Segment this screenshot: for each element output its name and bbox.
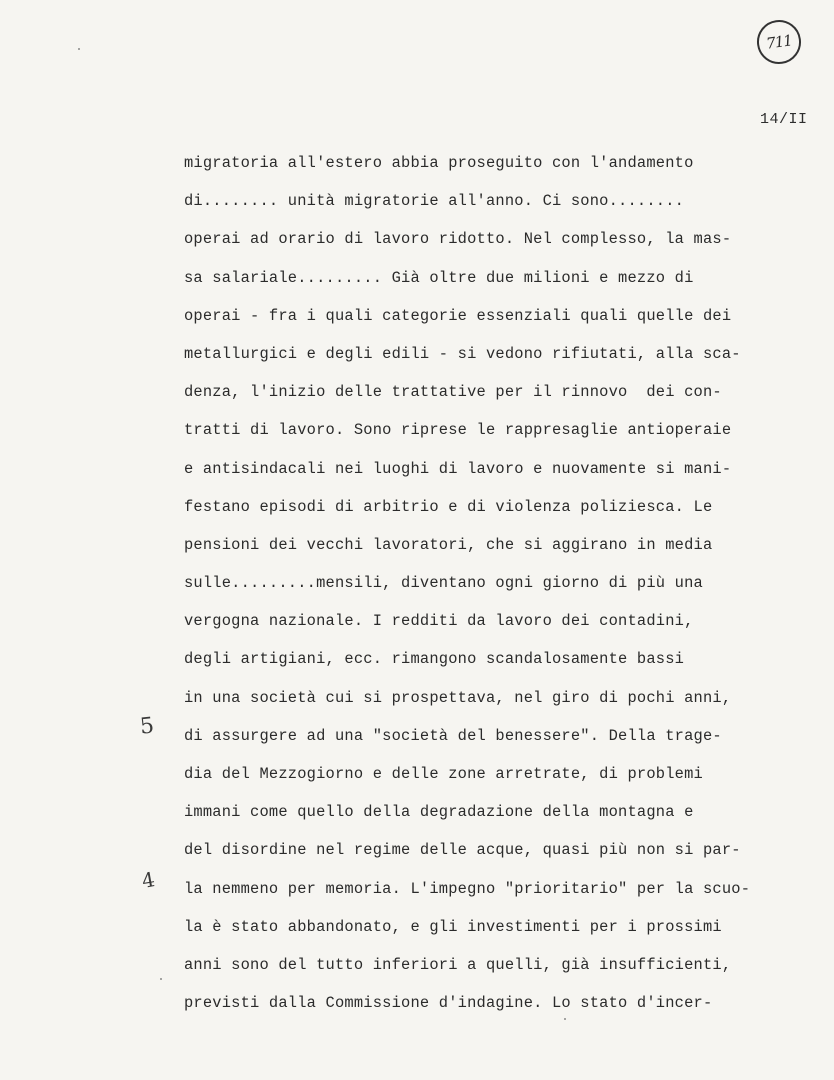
- body-text: [184, 151, 804, 1029]
- text-line: metallurgici e degli edili - si vedono rifiutati, alla sca-: [184, 344, 741, 363]
- margin-annotation: 4: [140, 867, 157, 893]
- text-line: la è stato abbandonato, e gli investimenti per i prossimi: [184, 917, 722, 936]
- text-line: del disordine nel regime delle acque, quasi più non si par-: [184, 841, 741, 860]
- text-line: degli artigiani, ecc. rimangono scandalosamente bassi: [184, 650, 685, 669]
- text-line: dia del Mezzogiorno e delle zone arretrate, di problemi: [184, 765, 703, 783]
- text-line: tratti di lavoro. Sono riprese le rappresaglie antioperaie: [184, 421, 732, 440]
- text-line: migratoria all'estero abbia proseguito con l'andamento: [184, 154, 694, 172]
- text-line: vergogna nazionale. I redditi da lavoro dei contadini,: [184, 612, 694, 631]
- page-number: 14/II: [760, 111, 808, 128]
- text-line: in una società cui si prospettava, nel giro di pochi anni,: [184, 688, 732, 707]
- text-line: previsti dalla Commissione d'indagine. Lo stato d'incer-: [184, 994, 713, 1013]
- text-line: sa salariale......... Già oltre due milioni e mezzo di: [184, 268, 694, 287]
- paper-speck: [564, 1018, 566, 1020]
- archive-stamp: 711: [754, 17, 804, 67]
- text-line: e antisindacali nei luoghi di lavoro e nuovamente si mani-: [184, 459, 732, 478]
- text-line: sulle.........mensili, diventano ogni giorno di più una: [184, 574, 703, 593]
- text-line: operai - fra i quali categorie essenziali quali quelle dei: [184, 306, 732, 325]
- text-line: immani come quello della degradazione della montagna e: [184, 803, 694, 822]
- text-line: operai ad orario di lavoro ridotto. Nel complesso, la mas-: [184, 230, 732, 249]
- text-line: denza, l'inizio delle trattative per il rinnovo dei con-: [184, 383, 722, 402]
- text-line: anni sono del tutto inferiori a quelli, già insufficienti,: [184, 955, 732, 974]
- text-line: festano episodi di arbitrio e di violenza poliziesca. Le: [184, 497, 713, 516]
- text-line: di assurgere ad una "società del benessere". Della trage-: [184, 726, 722, 745]
- text-line: la nemmeno per memoria. L'impegno "prioritario" per la scuo-: [184, 879, 751, 898]
- paper-speck: [78, 48, 80, 50]
- text-line: di........ unità migratorie all'anno. Ci sono........: [184, 192, 685, 211]
- margin-annotation: 5: [138, 713, 156, 740]
- paper-speck: [160, 978, 162, 980]
- text-line: pensioni dei vecchi lavoratori, che si aggirano in media: [184, 535, 713, 554]
